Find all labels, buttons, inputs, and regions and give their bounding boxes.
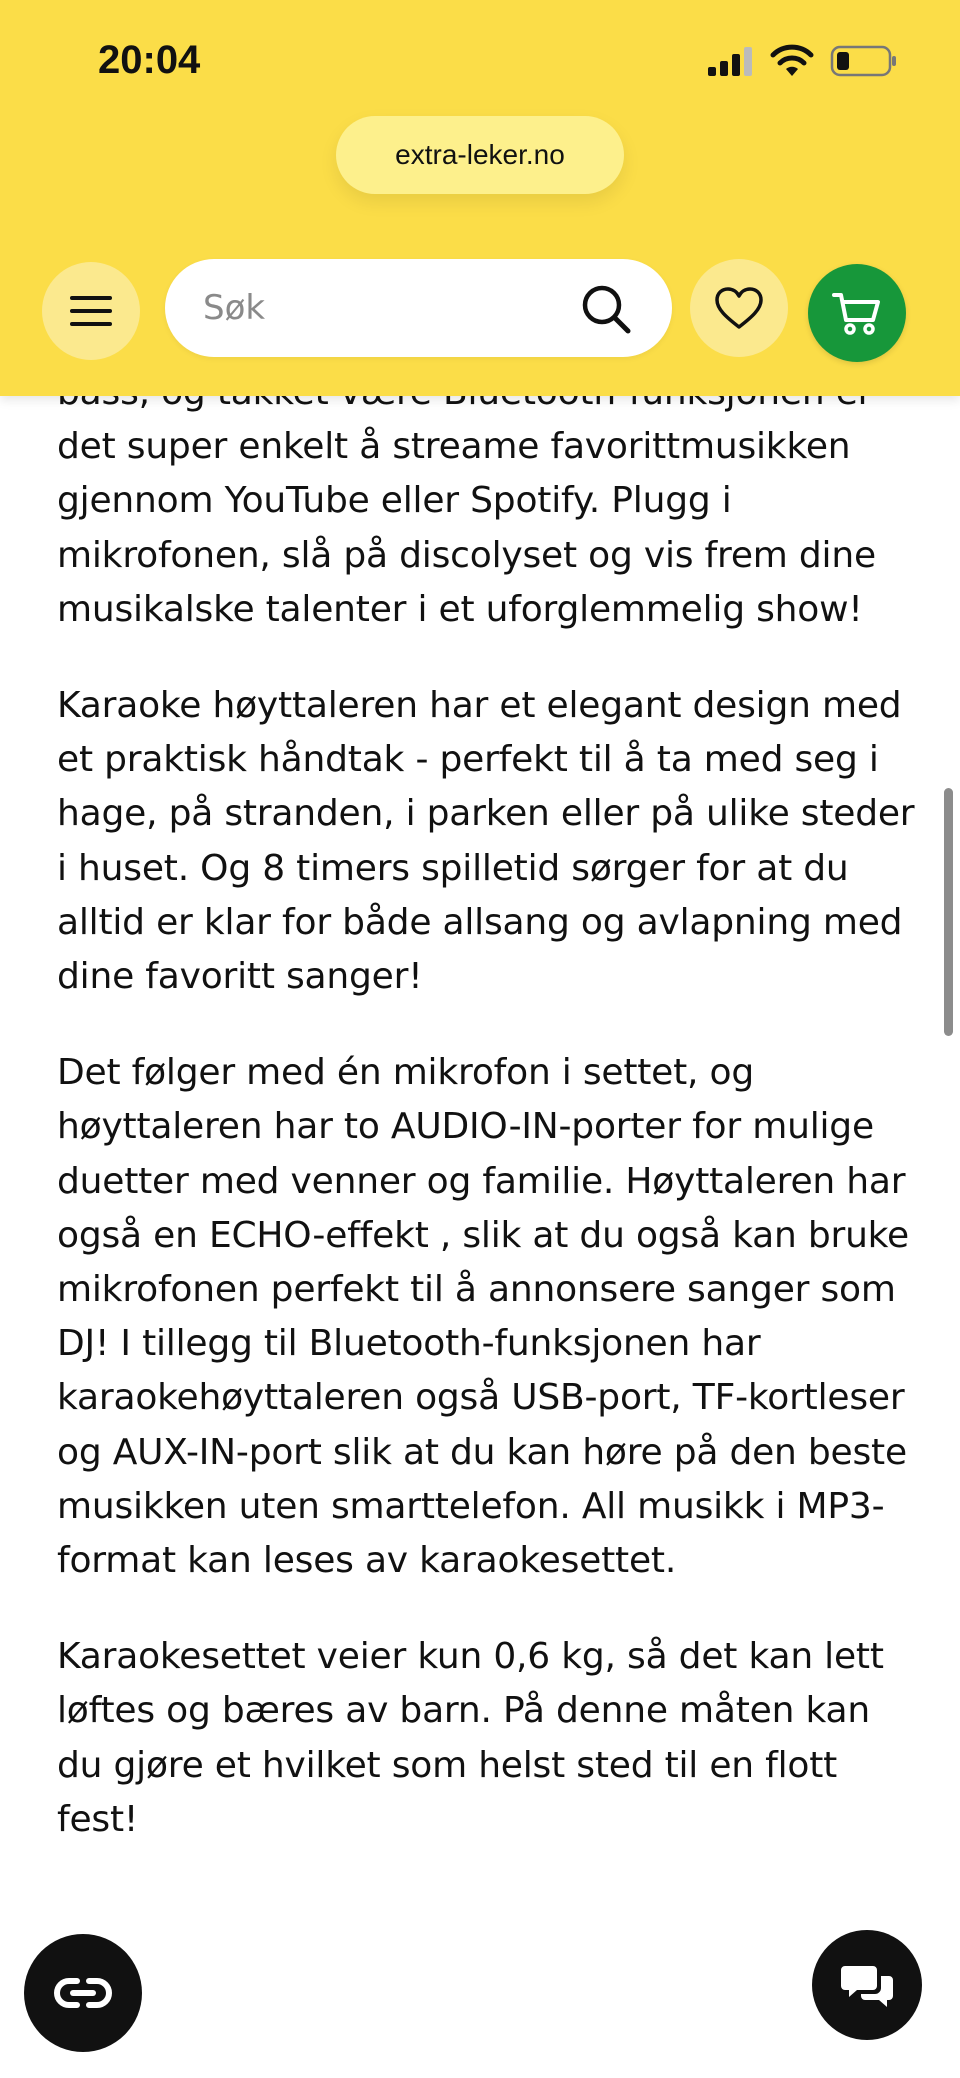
- status-time: 20:04: [98, 38, 201, 82]
- battery-icon: [830, 45, 898, 77]
- menu-button[interactable]: [42, 262, 140, 360]
- cart-icon: [831, 289, 883, 337]
- status-icons: [706, 44, 898, 78]
- cellular-signal-icon: [706, 45, 754, 77]
- article-paragraph-1: det super enkelt å streame favorittmusikken gjennom YouTube eller Spotify. Plugg i mikrofonen, slå på discolyset og vis frem dine musikalske talenter i et uforglemmelig show!: [57, 426, 876, 630]
- search-box[interactable]: [165, 259, 672, 357]
- chat-button[interactable]: [812, 1930, 922, 2040]
- site-header: [0, 0, 960, 396]
- url-text: extra-leker.no: [395, 139, 565, 170]
- browser-url-bar[interactable]: [336, 116, 624, 194]
- link-icon: [51, 1973, 115, 2013]
- article-paragraph-2: Karaoke høyttaleren har et elegant design med et praktisk håndtak - perfekt til å ta med seg i hage, på stranden, i parken eller på ulike steder i huset. Og 8 timers spilletid sørger for at du alltid er klar for både allsang og avlapning med dine favoritt sanger!: [57, 685, 915, 998]
- wifi-icon: [770, 44, 814, 78]
- menu-icon: [68, 293, 114, 329]
- article-paragraph-4: Karaokesettet veier kun 0,6 kg, så det kan lett løftes og bæres av barn. På denne måten kan du gjøre et hvilket som helst sted til en flott fest!: [57, 1636, 884, 1840]
- wishlist-button[interactable]: [690, 259, 788, 357]
- heart-icon: [714, 286, 764, 330]
- chat-icon: [839, 1960, 895, 2010]
- article-body: [57, 366, 917, 1889]
- link-button[interactable]: [24, 1934, 142, 2052]
- cart-button[interactable]: [808, 264, 906, 362]
- search-input[interactable]: [203, 259, 563, 357]
- article-paragraph-3: Det følger med én mikrofon i settet, og høyttaleren har to AUDIO-IN-porter for mulige duetter med venner og familie. Høyttaleren har også en ECHO-effekt , slik at du også kan bruke mikrofonen perfekt til å annonsere sanger som DJ! I tillegg til Bluetooth-funksjonen har karaokehøyttaleren også USB-port, TF-kortleser og AUX-IN-port slik at du kan høre på den beste musikken uten smarttelefon. All musikk i MP3-format kan leses av karaokesettet.: [57, 1052, 909, 1582]
- page-scrollbar[interactable]: [944, 788, 953, 1036]
- search-icon[interactable]: [580, 283, 632, 335]
